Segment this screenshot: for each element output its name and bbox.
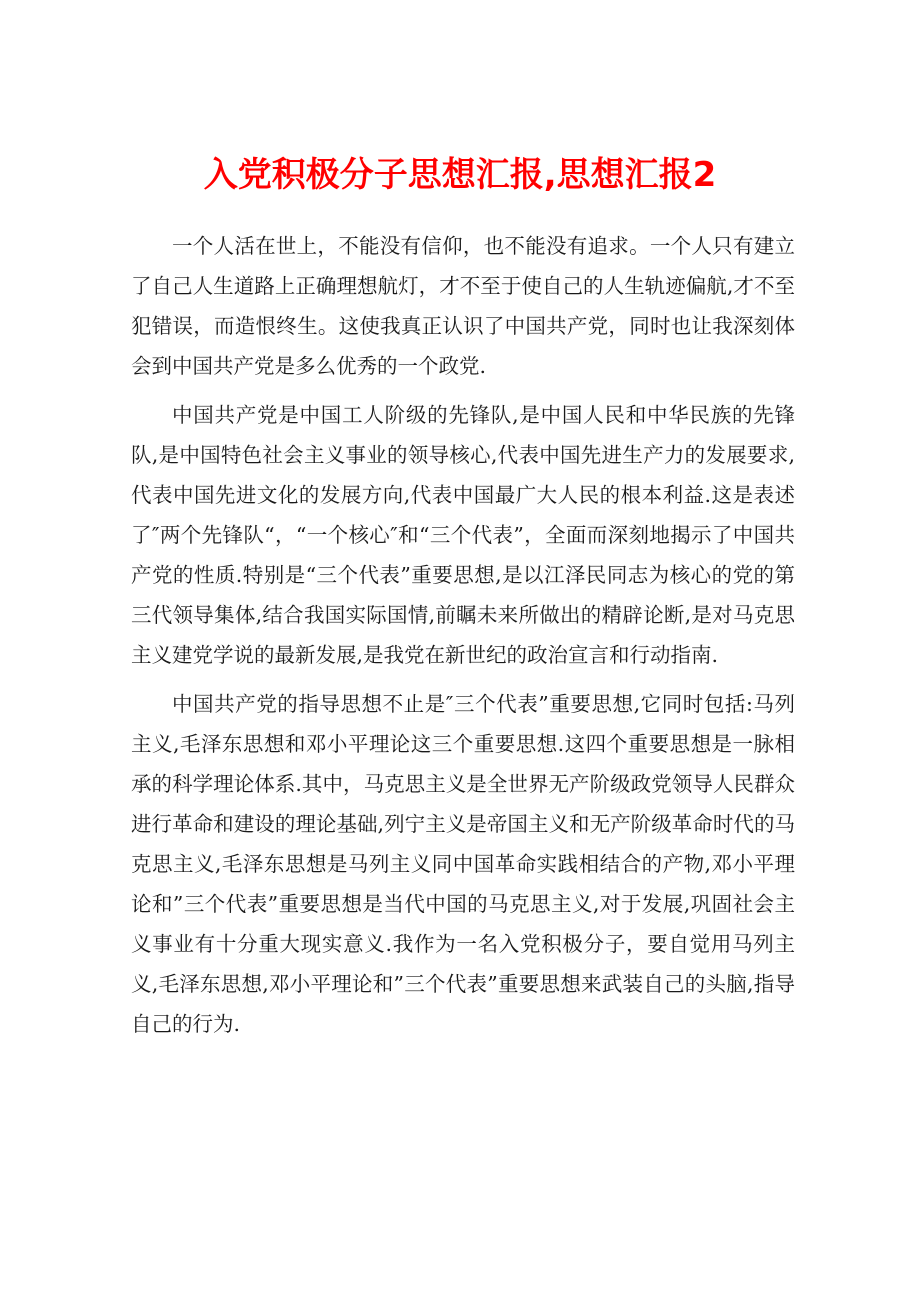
paragraph-3: 中国共产党的指导思想不止是″三个代表”重要思想,它同时包括:马列主义,毛泽东思想和邓小平理论这三个重要思想.这四个重要思想是一脉相承的科学理论体系.其中，马克思主义是全世界无产阶级政党领导人民群众进行革命和建设的理论基础,列宁主义是帝国主义和无产阶级革命时代的马克思主义,毛泽东思想是马列主义同中国革命实践相结合的产物,邓小平理论和”三个代表”重要思想是当代中国的马克思主义,对于发展,巩固社会主义事业有十分重大现实意义.我作为一名入党积极分子，要自觉用马列主义,毛泽东思想,邓小平理论和”三个代表”重要思想来武装自己的头脑,指导自己的行为. (131, 692, 795, 1036)
paragraph-1: 一个人活在世上，不能没有信仰，也不能没有追求。一个人只有建立了自己人生道路上正确理想航灯，才不至于使自己的人生轨迹偏航,才不至犯错误，而造恨终生。这使我真正认识了中国共产党，同时也让我深刻体会到中国共产党是多么优秀的一个政党. (131, 234, 795, 378)
document-body (131, 226, 795, 1053)
paragraph-2: 中国共产党是中国工人阶级的先锋队,是中国人民和中华民族的先锋队,是中国特色社会主义事业的领导核心,代表中国先进生产力的发展要求,代表中国先进文化的发展方向,代表中国最广大人民的根本利益.这是表述了″两个先锋队“，“一个核心″和“三个代表”，全面而深刻地揭示了中国共产党的性质.特别是“三个代表”重要思想,是以江泽民同志为核心的党的第三代领导集体,结合我国实际国情,前瞩未来所做出的精辟论断,是对马克思主义建党学说的最新发展,是我党在新世纪的政治宣言和行动指南. (131, 403, 795, 667)
document-title: 入党积极分子思想汇报,思想汇报2 (203, 154, 717, 195)
